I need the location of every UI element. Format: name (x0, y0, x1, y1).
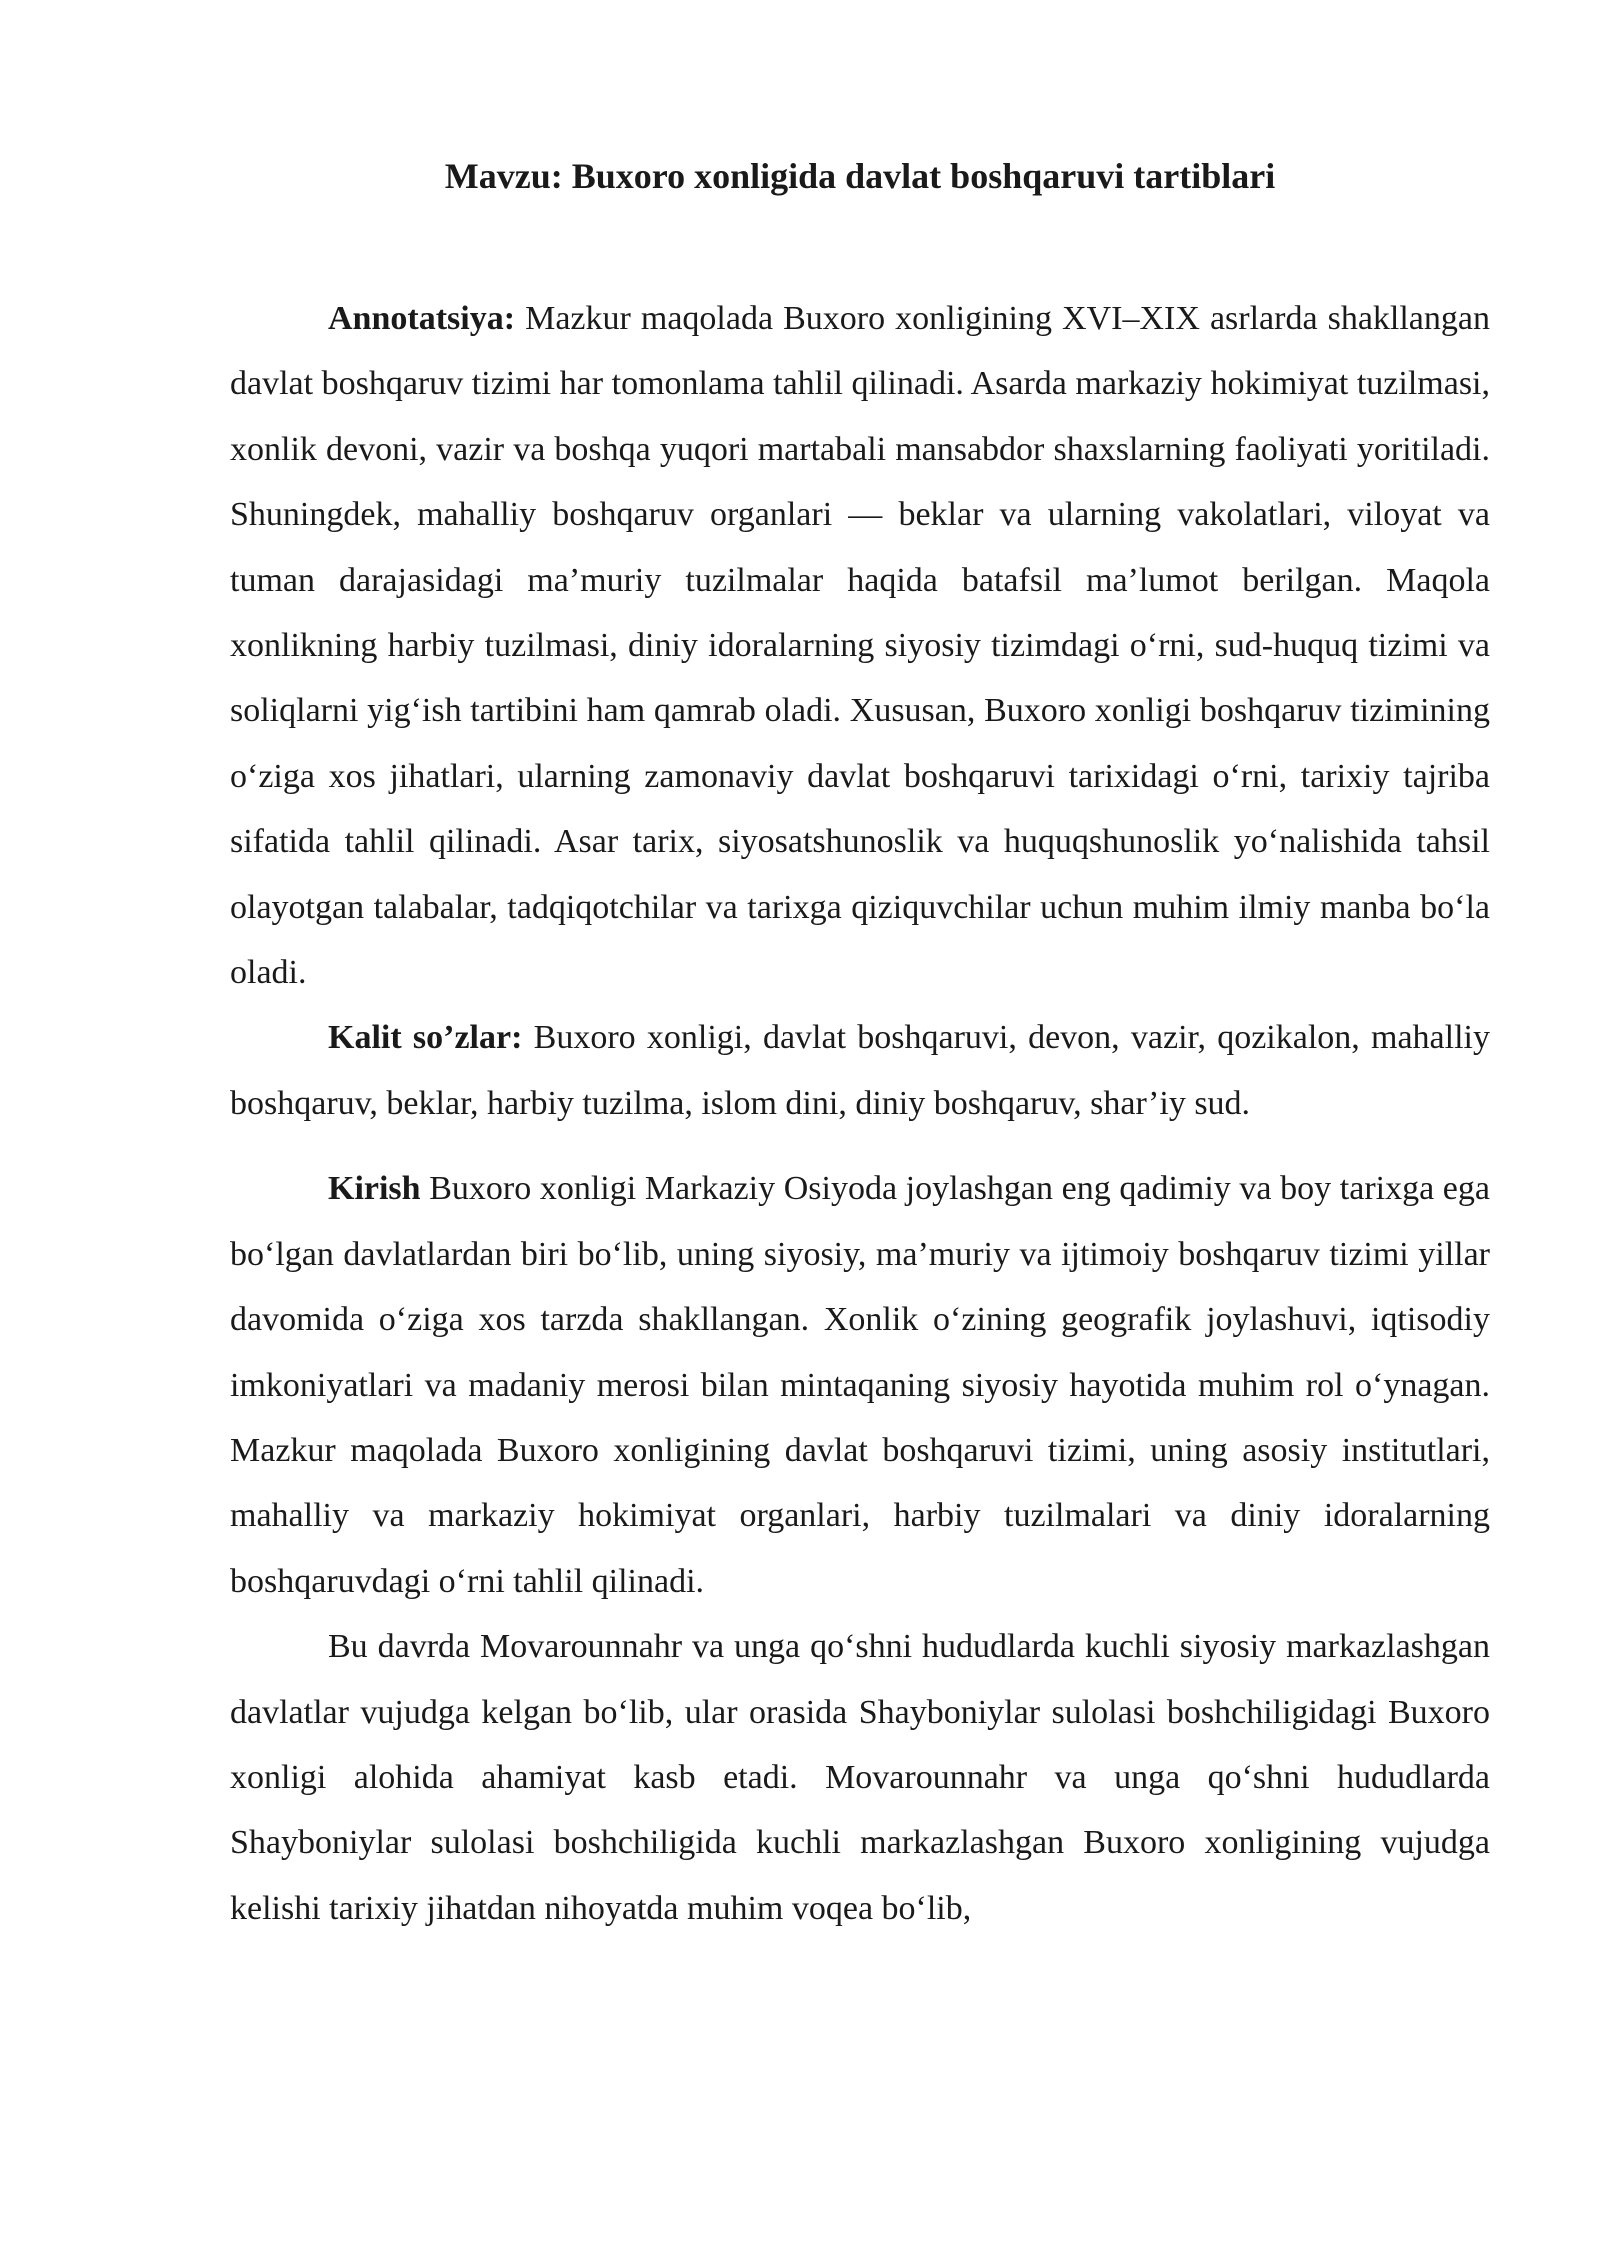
keywords-text: Buxoro xonligi, davlat boshqaruvi, devon, vazir, qozikalon, mahalliy boshqaruv, beklar, harbiy tuzilma, islom dini, diniy boshqaruv, shar’iy sud. (230, 1019, 1490, 1122)
body-paragraph-text: Bu davrda Movarounnahr va unga qo‘shni hududlarda kuchli siyosiy markazlashgan davlatlar vujudga kelgan bo‘lib, ular orasida Shayboniylar sulolasi boshchiligidagi Buxoro xonligi alohida ahamiyat kasb etadi. Movarounnahr va unga qo‘shni hududlarda Shayboniylar sulolasi boshchiligida kuchli markazlashgan Buxoro xonligining vujudga kelishi tarixiy jihatdan nihoyatda muhim voqea bo‘lib, (230, 1628, 1490, 1927)
abstract-text: Mazkur maqolada Buxoro xonligining XVI–XIX asrlarda shakllangan davlat boshqaruv tizimi har tomonlama tahlil qilinadi. Asarda markaziy hokimiyat tuzilmasi, xonlik devoni, vazir va boshqa yuqori martabali mansabdor shaxslarning faoliyati yoritiladi. Shuningdek, mahalliy boshqaruv organlari — beklar va ularning vakolatlari, viloyat va tuman darajasidagi ma’muriy tuzilmalar haqida batafsil ma’lumot berilgan. Maqola xonlikning harbiy tuzilmasi, diniy idoralarning siyosiy tizimdagi o‘rni, sud-huquq tizimi va soliqlarni yig‘ish tartibini ham qamrab oladi. Xususan, Buxoro xonligi boshqaruv tizimining o‘ziga xos jihatlari, ularning zamonaviy davlat boshqaruvi tarixidagi o‘rni, tarixiy tajriba sifatida tahlil qilinadi. Asar tarix, siyosatshunoslik va huquqshunoslik yo‘nalishida tahsil olayotgan talabalar, tadqiqotchilar va tarixga qiziquvchilar uchun muhim ilmiy manba bo‘la oladi. (230, 300, 1490, 992)
abstract-lead: Annotatsiya: (328, 300, 516, 337)
introduction-text: Buxoro xonligi Markaziy Osiyoda joylashgan eng qadimiy va boy tarixga ega bo‘lgan davlatlardan biri bo‘lib, uning siyosiy, ma’muriy va ijtimoiy boshqaruv tizimi yillar davomida o‘ziga xos tarzda shakllangan. Xonlik o‘zining geografik joylashuvi, iqtisodiy imkoniyatlari va madaniy merosi bilan mintaqaning siyosiy hayotida muhim rol o‘ynagan. Mazkur maqolada Buxoro xonligining davlat boshqaruvi tizimi, uning asosiy institutlari, mahalliy va markaziy hokimiyat organlari, harbiy tuzilmalari va diniy idoralarning boshqaruvdagi o‘rni tahlil qilinadi. (230, 1170, 1490, 1600)
body-paragraph (230, 1614, 1490, 1941)
document-title: Mavzu: Buxoro xonligida davlat boshqaruvi tartiblari (444, 156, 1276, 196)
abstract-paragraph (230, 286, 1490, 1005)
keywords-paragraph (230, 1005, 1490, 1136)
introduction-paragraph (230, 1156, 1490, 1614)
keywords-lead: Kalit so’zlar: (328, 1019, 523, 1057)
document-body (230, 286, 1490, 1941)
introduction-lead: Kirish (328, 1170, 421, 1208)
